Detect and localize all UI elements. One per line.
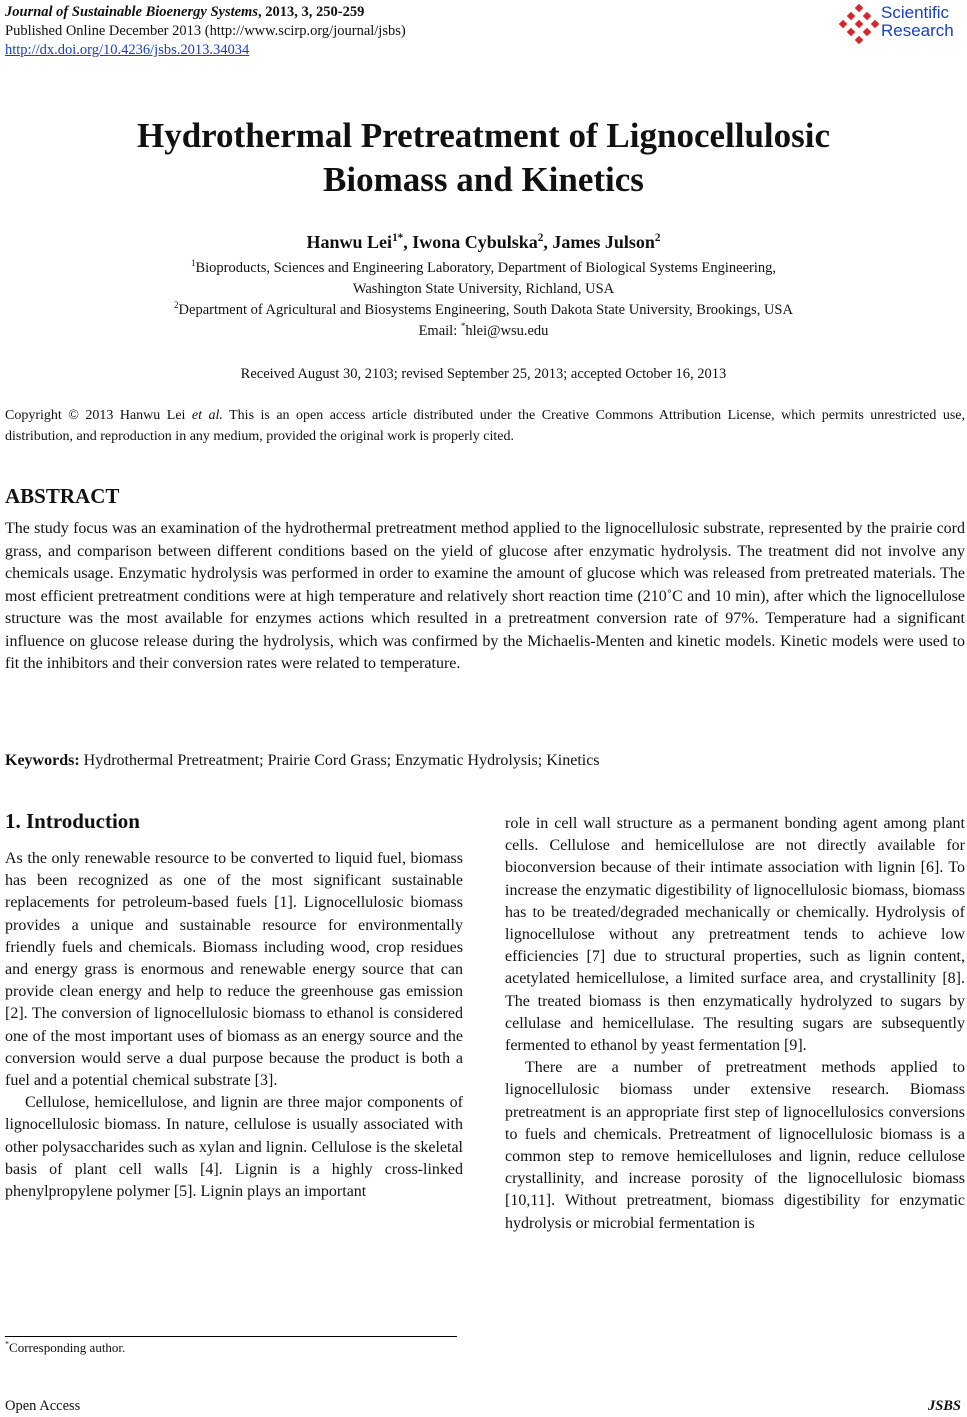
section-heading-introduction: 1. Introduction	[5, 809, 140, 833]
paper-title: Hydrothermal Pretreatment of Lignocellulosic Biomass and Kinetics	[136, 116, 831, 199]
received-dates: Received August 30, 2103; revised September 25, 2013; accepted October 16, 2013	[240, 366, 727, 382]
author-list: Hanwu Lei$^{1*}$, Iwona Cybulska$^2$, James Julson$^2$	[306, 232, 661, 252]
intro-paragraph-1: As the only renewable resource to be converted to liquid fuel, biomass has been recognized as one of the most significant sustainable replacements for petroleum-based fuels [1]. Lignocellulosic biomass provides a unique and sustainable resource for environmentally friendly fuels and chemicals. Biomass including wood, crop residues and energy grass is enormous and renewable energy source that can provide clean energy and help to reduce the greenhouse gas emission [2]. The conversion of lignocellulosic biomass to ethanol is considered one of the most important uses of biomass as an energy source and the conversion would serve a dual purpose because the product is both a fuel and a potential chemical substrate [3].	[5, 850, 463, 1090]
logo-diamond-icon	[839, 4, 879, 44]
footer-open-access: Open Access	[5, 1398, 81, 1414]
right-column	[505, 813, 965, 1235]
intro-paragraph-3: role in cell wall structure as a permanent bonding agent among plant cells. Cellulose and hemicellulose are not directly available for bioconversion because of their intimate association with lignin [6]. To increase the enzymatic digestibility of lignocellulosic biomass, biomass has to be treated/degraded mechanically or chemically. Hydrolysis of lignocellulose without any pretreatment tends to achieve low efficiencies [7] due to structural properties, such as lignin content, acetylated hemicellulose, a limited surface area, and crystallinity [8]. The treated biomass is then enzymatically hydrolyzed to sugars by cellulase and hemicellulase. The resulting sugars are subsequently fermented to ethanol by yeast fermentation [9].	[505, 815, 965, 1055]
journal-name: Journal of Sustainable Bioenergy Systems	[5, 4, 258, 20]
logo-text: Scientific Research	[881, 3, 954, 40]
doi-link[interactable]: http://dx.doi.org/10.4236/jsbs.2013.34034	[5, 42, 250, 58]
affiliation-2: $^2$Department of Agricultural and Biosystems Engineering, South Dakota State University, Brookings, USA Email: *hlei@wsu.edu	[0, 300, 967, 342]
scientific-research-logo	[839, 4, 963, 44]
intro-paragraph-2: Cellulose, hemicellulose, and lignin are three major components of lignocellulosic biomass. In nature, cellulose is usually associated with other polysaccharides such as xylan and lignin. Cellulose is the skeletal basis of plant cell walls [4]. Lignin is a highly cross-linked phenylpropylene polymer [5]. Lignin plays an important	[5, 1094, 463, 1201]
keywords-line: Keywords: Hydrothermal Pretreatment; Prairie Cord Grass; Enzymatic Hydrolysis; Kinetics	[5, 752, 600, 769]
affiliation-1: $^1$Bioproducts, Sciences and Engineering Laboratory, Department of Biological Systems Engineering, Washington State University, Richland, USA	[190, 258, 777, 297]
footnote-divider	[5, 1336, 457, 1337]
footnote: *Corresponding author.	[5, 1339, 126, 1355]
email-line: Email: *hlei@wsu.edu	[418, 321, 549, 339]
journal-header	[5, 3, 406, 60]
footer-journal-abbrev: JSBS	[927, 1398, 961, 1414]
published-line: Published Online December 2013 (http://www.scirp.org/journal/jsbs)	[5, 23, 406, 39]
left-column	[5, 848, 463, 1203]
copyright-notice: Copyright © 2013 Hanwu Lei et al. This is an open access article distributed under the Creative Commons Attribution License, which permits unrestricted use, distribution, and reproduction in any medium, provided the original work is properly cited.	[5, 408, 965, 444]
abstract-text: The study focus was an examination of the hydrothermal pretreatment method applied to the lignocellulosic substrate, represented by the prairie cord grass, and comparison between different conditions based on the yield of glucose after enzymatic hydrolysis. The treatment did not involve any chemicals usage. Enzymatic hydrolysis was performed in order to examine the amount of glucose which was released from pretreated materials. The most efficient pretreatment conditions were at high temperature and relatively short reaction time (210˚C and 10 min), after which the lignocellulose structure was the most available for enzymes actions which resulted in a pretreatment conversion rate of 97%. Temperature had a significant influence on glucose release during the hydrolysis, which was confirmed by the Michaelis-Menten and kinetic models. Kinetic models were used to fit the inhibitors and their conversion rates were related to temperature.	[5, 520, 965, 672]
abstract-heading: ABSTRACT	[5, 484, 120, 508]
intro-paragraph-4: There are a number of pretreatment methods applied to lignocellulosic biomass under extensive research. Biomass pretreatment is an appropriate first step of lignocellulosics conversions to fuels and chemicals. Pretreatment of lignocellulosic biomass is a common step to remove hemicelluloses and lignin, reduce cellulose crystallinity, and increase porosity of the lignocellulosic biomass [10,11]. Without pretreatment, biomass digestibility for enzymatic hydrolysis or microbial fermentation is	[505, 1059, 965, 1232]
journal-volume: , 2013, 3, 250-259	[257, 4, 365, 20]
